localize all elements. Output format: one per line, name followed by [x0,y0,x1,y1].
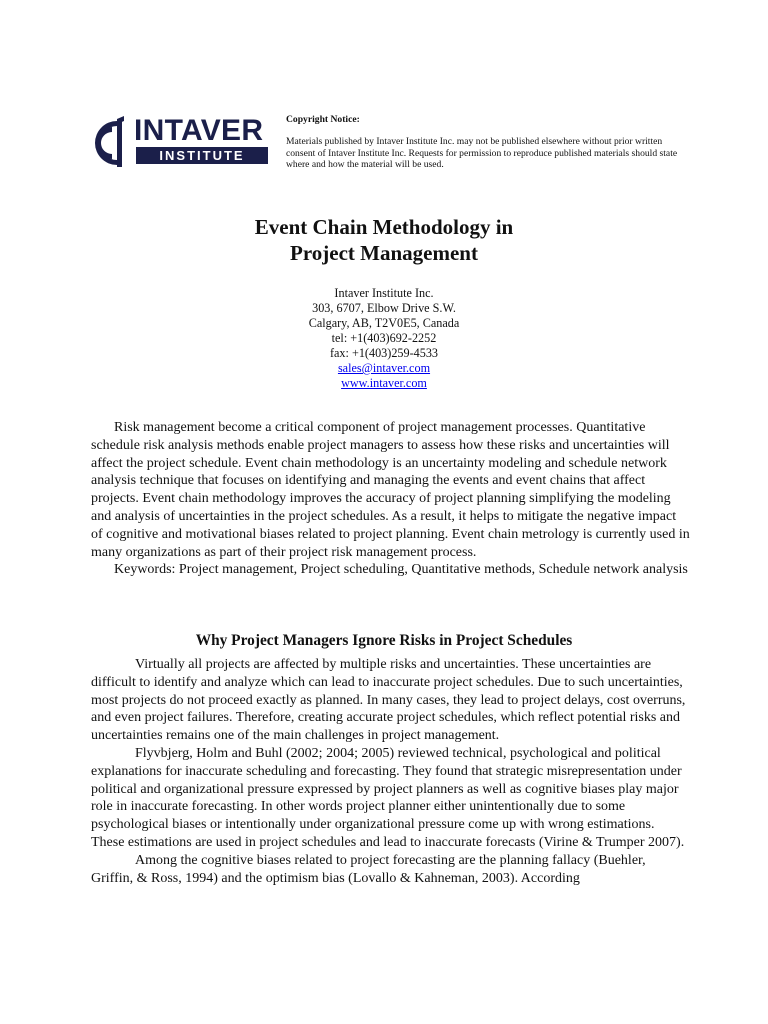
logo-wordmark-bottom: INSTITUTE [136,147,268,164]
logo-wordmark-top: INTAVER [134,114,264,147]
street-address: 303, 6707, Elbow Drive S.W. [312,301,456,315]
body-paragraph: Virtually all projects are affected by multiple risks and uncertainties. These uncertainties are difficult to identify and analyze which can lead to inaccurate project schedules. Due to such uncertainties, most projects do not proceed exactly as planned. In many cases, they lead to project delays, cost overruns, and even project failures. Therefore, creating accurate project schedules, which reflect potential risks and uncertainties remains one of the main challenges in project management. [91,657,686,744]
address-block [0,286,768,391]
city-address: Calgary, AB, T2V0E5, Canada [308,316,460,330]
document-title [0,214,768,266]
logo-mark-icon [91,116,135,170]
fax: fax: +1(403)259-4533 [329,346,439,360]
title-line-1: Event Chain Methodology in [254,215,514,239]
telephone: tel: +1(403)692-2252 [331,331,437,345]
abstract [91,419,691,579]
company-name: Intaver Institute Inc. [334,286,434,300]
copyright-title: Copyright Notice: [286,114,360,125]
keywords: Keywords: Project management, Project scheduling, Quantitative methods, Schedule network analysis [114,562,688,578]
website-link[interactable]: www.intaver.com [341,376,427,390]
section-heading: Why Project Managers Ignore Risks in Project Schedules [195,632,573,649]
section-body [91,656,691,887]
intaver-logo [91,116,273,170]
title-line-2: Project Management [290,241,478,265]
abstract-paragraph: Risk management become a critical component of project management processes. Quantitative schedule risk analysis methods enable project managers to assess how these risks and uncertainties will affect the project schedule. Event chain methodology is an uncertainty modeling and schedule network analysis technique that focuses on identifying and managing the events and event chains that affect projects. Event chain methodology improves the accuracy of project planning simplifying the modeling and analysis of uncertainties in the project schedules. As a result, it helps to mitigate the negative impact of cognitive and motivational biases related to project planning. Event chain metrology is currently used in many organizations as part of their project risk management process. [91,420,690,560]
copyright-text: Materials published by Intaver Institute Inc. may not be published elsewhere without prior written consent of Intaver Institute Inc. Requests for permission to reproduce published materials should state where and how the material will be used. [286,135,678,171]
copyright-notice [286,114,686,171]
body-paragraph: Flyvbjerg, Holm and Buhl (2002; 2004; 2005) reviewed technical, psychological and political explanations for inaccurate scheduling and forecasting. They found that strategic misrepresentation under political and organizational pressure expressed by project planners as well as cognitive biases play major role in inaccurate forecasting. In other words project planner either unintentionally due to some psychological biases or intentionally under organizational pressure come up with wrong estimations. These estimations are used in project schedules and lead to inaccurate forecasts (Virine & Trumper 2007). [91,745,685,850]
email-link[interactable]: sales@intaver.com [337,361,431,375]
body-paragraph: Among the cognitive biases related to project forecasting are the planning fallacy (Buehler, Griffin, & Ross, 1994) and the optimism bias (Lovallo & Kahneman, 2003). According [91,852,646,886]
